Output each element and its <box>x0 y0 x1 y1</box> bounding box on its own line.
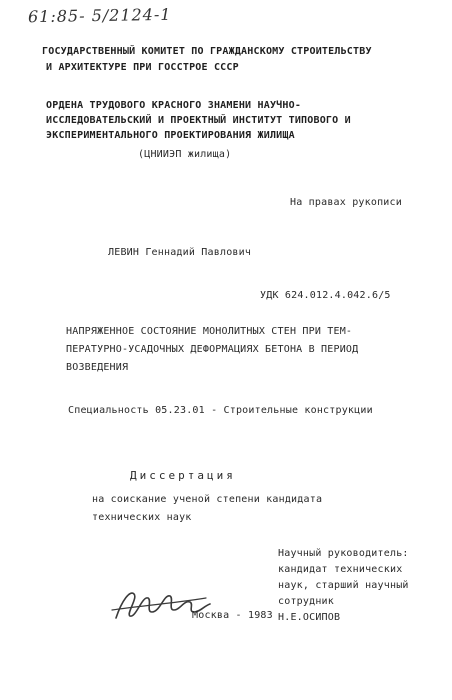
institute-line-2: ИССЛЕДОВАТЕЛЬСКИЙ И ПРОЕКТНЫЙ ИНСТИТУТ ТИПОВОГО И <box>46 115 351 126</box>
institute-line-1: ОРДЕНА ТРУДОВОГО КРАСНОГО ЗНАМЕНИ НАУЧНО- <box>46 100 302 111</box>
manuscript-note: На правах рукописи <box>290 197 402 208</box>
title-line-1: НАПРЯЖЕННОЕ СОСТОЯНИЕ МОНОЛИТНЫХ СТЕН ПРИ ТЕМ- <box>66 326 353 337</box>
dissertation-line-2: технических наук <box>92 512 192 523</box>
supervisor-name: Н.Е.ОСИПОВ <box>278 612 341 623</box>
dissertation-heading: Диссертация <box>130 469 236 482</box>
supervisor-line-3: наук, старший научный <box>278 580 409 591</box>
author-name: ЛЕВИН Геннадий Павлович <box>108 247 252 258</box>
author-signature <box>108 580 218 630</box>
committee-line-1: ГОСУДАРСТВЕННЫЙ КОМИТЕТ ПО ГРАЖДАНСКОМУ СТРОИТЕЛЬСТВУ <box>42 46 372 57</box>
dissertation-line-1: на соискание ученой степени кандидата <box>92 494 323 505</box>
institute-line-3: ЭКСПЕРИМЕНТАЛЬНОГО ПРОЕКТИРОВАНИЯ ЖИЛИЩА <box>46 130 295 141</box>
city-year: Москва - 1983 <box>192 610 273 621</box>
handwritten-code: 61:85- 5/2124-1 <box>27 4 172 27</box>
title-line-3: ВОЗВЕДЕНИЯ <box>66 362 129 373</box>
specialty: Специальность 05.23.01 - Строительные конструкции <box>68 405 373 416</box>
supervisor-line-2: кандидат технических <box>278 564 403 575</box>
supervisor-line-4: сотрудник <box>278 596 334 607</box>
title-line-2: ПЕРАТУРНО-УСАДОЧНЫХ ДЕФОРМАЦИЯХ БЕТОНА В ПЕРИОД <box>66 344 359 355</box>
supervisor-line-1: Научный руководитель: <box>278 548 409 559</box>
committee-line-2: И АРХИТЕКТУРЕ ПРИ ГОССТРОЕ СССР <box>46 62 239 73</box>
udc-code: УДК 624.012.4.042.6/5 <box>260 290 391 301</box>
institute-short-name: (ЦНИИЭП жилища) <box>138 149 232 160</box>
